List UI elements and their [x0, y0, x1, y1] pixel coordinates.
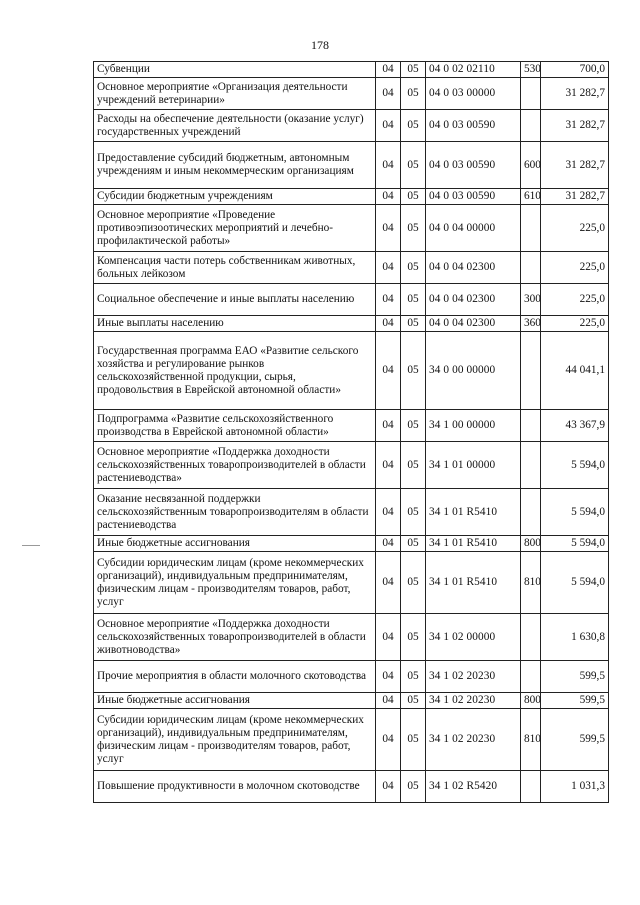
- row-expense-type: 300: [521, 284, 541, 316]
- row-subsection: 05: [401, 536, 426, 552]
- row-section: 04: [376, 489, 401, 536]
- row-section: 04: [376, 410, 401, 442]
- row-name: Субсидии юридическим лицам (кроме некоммерческих организаций), индивидуальным предпринимателям, физическим лицам - производителям товаров, работ, услуг: [94, 552, 376, 614]
- row-subsection: 05: [401, 316, 426, 332]
- row-amount: 599,5: [541, 709, 609, 771]
- row-expense-type: [521, 661, 541, 693]
- row-target-article: 34 1 02 20230: [426, 693, 521, 709]
- row-target-article: 34 1 02 R5420: [426, 771, 521, 803]
- row-subsection: 05: [401, 110, 426, 142]
- row-name: Социальное обеспечение и иные выплаты населению: [94, 284, 376, 316]
- row-amount: 225,0: [541, 284, 609, 316]
- row-section: 04: [376, 552, 401, 614]
- row-name: Основное мероприятие «Проведение противоэпизоотических мероприятий и лечебно-профилактической работы»: [94, 205, 376, 252]
- row-expense-type: [521, 489, 541, 536]
- row-name: Иные бюджетные ассигнования: [94, 693, 376, 709]
- row-target-article: 04 0 04 02300: [426, 252, 521, 284]
- row-target-article: 34 1 01 R5410: [426, 489, 521, 536]
- row-amount: 225,0: [541, 205, 609, 252]
- row-expense-type: [521, 205, 541, 252]
- row-amount: 5 594,0: [541, 442, 609, 489]
- row-section: 04: [376, 442, 401, 489]
- row-name: Субсидии юридическим лицам (кроме некоммерческих организаций), индивидуальным предпринимателям, физическим лицам - производителям товаров, работ, услуг: [94, 709, 376, 771]
- row-name: Государственная программа ЕАО «Развитие сельского хозяйства и регулирование рынков сельскохозяйственной продукции, сырья, продовольствия в Еврейской автономной области»: [94, 332, 376, 410]
- table-row: [94, 489, 609, 536]
- table-row: [94, 709, 609, 771]
- row-name: Прочие мероприятия в области молочного скотоводства: [94, 661, 376, 693]
- row-amount: 1 630,8: [541, 614, 609, 661]
- row-name: Субсидии бюджетным учреждениям: [94, 189, 376, 205]
- row-expense-type: 600: [521, 142, 541, 189]
- row-subsection: 05: [401, 332, 426, 410]
- row-target-article: 34 1 01 R5410: [426, 552, 521, 614]
- row-amount: 44 041,1: [541, 332, 609, 410]
- row-name: Субвенции: [94, 62, 376, 78]
- row-subsection: 05: [401, 62, 426, 78]
- row-name: Подпрограмма «Развитие сельскохозяйственного производства в Еврейской автономной области»: [94, 410, 376, 442]
- row-target-article: 04 0 04 02300: [426, 316, 521, 332]
- row-expense-type: [521, 110, 541, 142]
- row-name: Оказание несвязанной поддержки сельскохозяйственным товаропроизводителям в области растениеводства: [94, 489, 376, 536]
- row-section: 04: [376, 252, 401, 284]
- row-name: Основное мероприятие «Организация деятельности учреждений ветеринарии»: [94, 78, 376, 110]
- table-row: [94, 142, 609, 189]
- row-section: 04: [376, 316, 401, 332]
- row-subsection: 05: [401, 205, 426, 252]
- row-target-article: 34 1 02 20230: [426, 661, 521, 693]
- table-row: [94, 614, 609, 661]
- row-subsection: 05: [401, 142, 426, 189]
- row-amount: 31 282,7: [541, 189, 609, 205]
- row-expense-type: [521, 442, 541, 489]
- row-expense-type: 800: [521, 693, 541, 709]
- row-amount: 700,0: [541, 62, 609, 78]
- margin-mark: [22, 545, 40, 546]
- row-subsection: 05: [401, 552, 426, 614]
- row-name: Иные бюджетные ассигнования: [94, 536, 376, 552]
- row-section: 04: [376, 693, 401, 709]
- row-amount: 599,5: [541, 661, 609, 693]
- row-target-article: 34 1 02 20230: [426, 709, 521, 771]
- table-row: [94, 410, 609, 442]
- row-name: Компенсация части потерь собственникам животных, больных лейкозом: [94, 252, 376, 284]
- row-section: 04: [376, 205, 401, 252]
- row-name: Иные выплаты населению: [94, 316, 376, 332]
- row-name: Расходы на обеспечение деятельности (оказание услуг) государственных учреждений: [94, 110, 376, 142]
- row-section: 04: [376, 709, 401, 771]
- row-subsection: 05: [401, 709, 426, 771]
- table-row: [94, 62, 609, 78]
- row-target-article: 34 1 01 R5410: [426, 536, 521, 552]
- row-section: 04: [376, 110, 401, 142]
- table-row: [94, 316, 609, 332]
- row-section: 04: [376, 614, 401, 661]
- row-amount: 31 282,7: [541, 142, 609, 189]
- row-target-article: 04 0 02 02110: [426, 62, 521, 78]
- row-subsection: 05: [401, 693, 426, 709]
- row-subsection: 05: [401, 489, 426, 536]
- row-section: 04: [376, 661, 401, 693]
- row-section: 04: [376, 771, 401, 803]
- table-row: [94, 189, 609, 205]
- table-row: [94, 110, 609, 142]
- row-subsection: 05: [401, 252, 426, 284]
- row-section: 04: [376, 536, 401, 552]
- row-section: 04: [376, 332, 401, 410]
- row-target-article: 34 1 01 00000: [426, 442, 521, 489]
- row-expense-type: [521, 332, 541, 410]
- budget-table-body: [94, 62, 609, 803]
- table-row: [94, 78, 609, 110]
- row-expense-type: 800: [521, 536, 541, 552]
- row-expense-type: [521, 252, 541, 284]
- table-row: [94, 771, 609, 803]
- row-target-article: 34 0 00 00000: [426, 332, 521, 410]
- row-section: 04: [376, 284, 401, 316]
- row-target-article: 04 0 04 00000: [426, 205, 521, 252]
- table-row: [94, 661, 609, 693]
- row-subsection: 05: [401, 614, 426, 661]
- row-name: Основное мероприятие «Поддержка доходности сельскохозяйственных товаропроизводителей в области растениеводства»: [94, 442, 376, 489]
- row-section: 04: [376, 189, 401, 205]
- row-subsection: 05: [401, 78, 426, 110]
- row-amount: 31 282,7: [541, 78, 609, 110]
- row-subsection: 05: [401, 410, 426, 442]
- row-amount: 225,0: [541, 316, 609, 332]
- row-amount: 31 282,7: [541, 110, 609, 142]
- row-subsection: 05: [401, 284, 426, 316]
- row-expense-type: 530: [521, 62, 541, 78]
- row-amount: 5 594,0: [541, 536, 609, 552]
- row-amount: 5 594,0: [541, 489, 609, 536]
- table-row: [94, 693, 609, 709]
- row-subsection: 05: [401, 189, 426, 205]
- row-subsection: 05: [401, 442, 426, 489]
- row-target-article: 04 0 03 00000: [426, 78, 521, 110]
- table-row: [94, 332, 609, 410]
- row-target-article: 34 1 02 00000: [426, 614, 521, 661]
- row-target-article: 04 0 03 00590: [426, 189, 521, 205]
- table-row: [94, 205, 609, 252]
- row-target-article: 04 0 04 02300: [426, 284, 521, 316]
- row-expense-type: [521, 614, 541, 661]
- row-expense-type: 360: [521, 316, 541, 332]
- table-row: [94, 442, 609, 489]
- row-expense-type: [521, 410, 541, 442]
- budget-table: [93, 61, 609, 803]
- row-expense-type: 610: [521, 189, 541, 205]
- row-section: 04: [376, 142, 401, 189]
- row-section: 04: [376, 78, 401, 110]
- table-row: [94, 536, 609, 552]
- table-row: [94, 284, 609, 316]
- row-name: Основное мероприятие «Поддержка доходности сельскохозяйственных товаропроизводителей в области животноводства»: [94, 614, 376, 661]
- row-expense-type: 810: [521, 709, 541, 771]
- row-amount: 5 594,0: [541, 552, 609, 614]
- row-target-article: 34 1 00 00000: [426, 410, 521, 442]
- row-amount: 43 367,9: [541, 410, 609, 442]
- row-target-article: 04 0 03 00590: [426, 142, 521, 189]
- row-name: Предоставление субсидий бюджетным, автономным учреждениям и иным некоммерческим организациям: [94, 142, 376, 189]
- row-subsection: 05: [401, 771, 426, 803]
- row-amount: 1 031,3: [541, 771, 609, 803]
- row-amount: 599,5: [541, 693, 609, 709]
- table-row: [94, 252, 609, 284]
- row-target-article: 04 0 03 00590: [426, 110, 521, 142]
- row-amount: 225,0: [541, 252, 609, 284]
- page-number: 178: [311, 38, 329, 52]
- row-subsection: 05: [401, 661, 426, 693]
- row-name: Повышение продуктивности в молочном скотоводстве: [94, 771, 376, 803]
- row-expense-type: [521, 78, 541, 110]
- row-expense-type: 810: [521, 552, 541, 614]
- table-row: [94, 552, 609, 614]
- row-expense-type: [521, 771, 541, 803]
- row-section: 04: [376, 62, 401, 78]
